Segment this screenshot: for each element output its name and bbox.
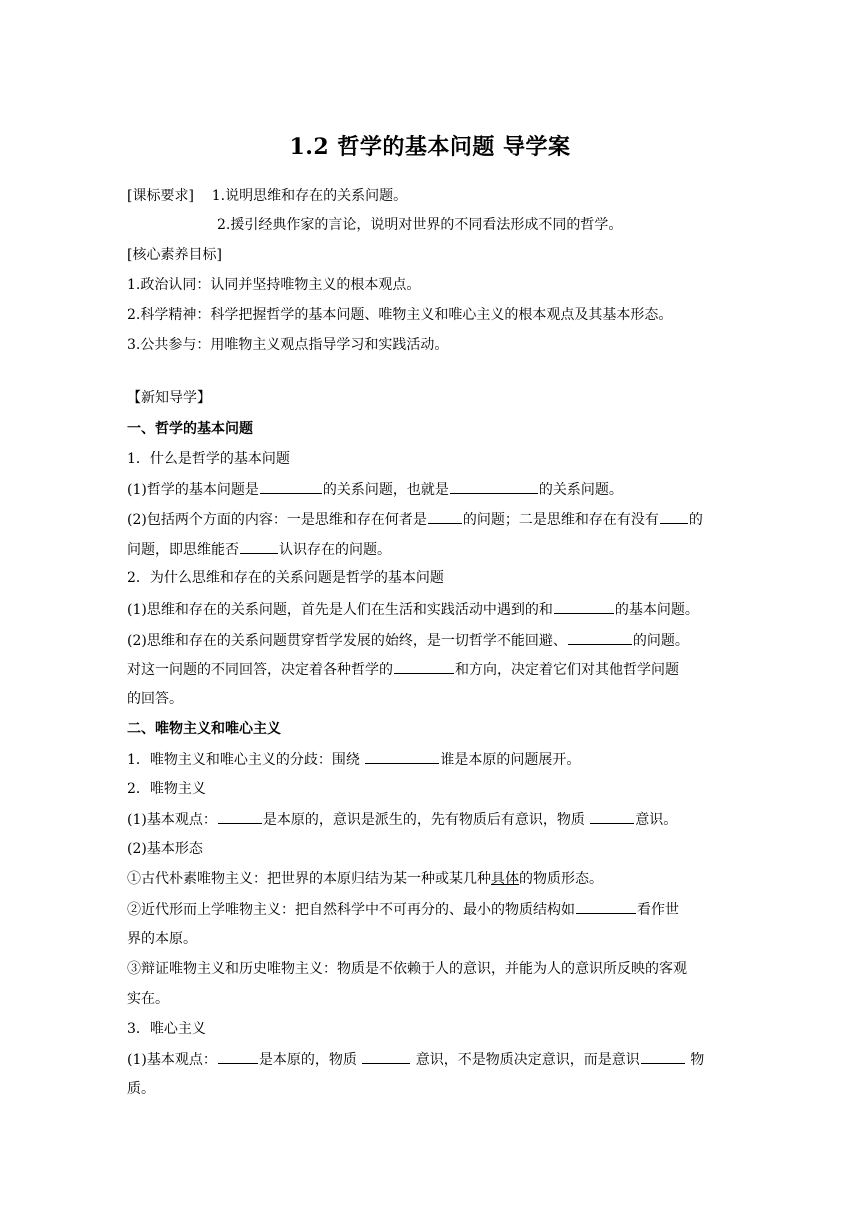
sec2-question-1: [127, 749, 737, 770]
blank: [365, 749, 439, 764]
sec2-idealism-view: [127, 1049, 737, 1070]
page-title: 1.2 哲学的基本问题 导学案: [289, 134, 571, 160]
text-span: 的基本问题。: [614, 602, 699, 618]
text-span: (2)思维和存在的关系问题贯穿哲学发展的始终，是一切哲学不能回避、: [127, 633, 567, 649]
blank: [428, 509, 462, 524]
kebiao-line: [127, 186, 737, 206]
sec1-para-4-end: 的回答。: [127, 691, 183, 707]
kebiao-req2: 2.援引经典作家的言论，说明对世界的不同看法形成不同的哲学。: [217, 217, 623, 233]
text-span: 的关系问题。: [538, 482, 623, 498]
blank: [576, 899, 636, 914]
text-span: 的问题。: [632, 633, 689, 649]
text-span: 认识存在的问题。: [279, 542, 391, 558]
blank: [240, 539, 278, 554]
blank: [394, 659, 454, 674]
blank: [218, 809, 262, 824]
text-span: 看作世: [637, 902, 679, 918]
text-span: 是本原的，物质: [258, 1052, 362, 1068]
text-span: 意识。: [635, 812, 678, 828]
sec1-para-4-cont: [127, 659, 737, 680]
sec1-question-2: 2．为什么思维和存在的关系问题是哲学的基本问题: [127, 570, 444, 586]
section-1-heading: 一、哲学的基本问题: [127, 421, 253, 437]
text-span: 的关系问题，也就是: [322, 482, 449, 498]
text-span: 的: [688, 512, 703, 528]
text-span: 的物质形态。: [519, 871, 603, 887]
text-span: (1)基本观点：: [127, 1052, 217, 1068]
text-span: (1)思维和存在的关系问题，首先是人们在生活和实践活动中遇到的和: [127, 602, 553, 618]
hexin-label: [核心素养目标]: [127, 247, 222, 263]
sec2-materialism-view: [127, 809, 737, 830]
sec2-question-2: 2．唯物主义: [127, 781, 206, 797]
sec1-para-3: [127, 599, 737, 620]
text-span: (1)哲学的基本问题是: [127, 482, 259, 498]
text-span: 谁是本原的问题展开。: [440, 752, 581, 768]
sec1-para-1: [127, 479, 737, 500]
sec2-idealism-view-cont: 质。: [127, 1081, 155, 1097]
blank: [568, 630, 632, 645]
sec2-form-3: ③辩证唯物主义和历史唯物主义：物质是不依赖于人的意识，并能为人的意识所反映的客观: [127, 961, 687, 977]
text-span: 1．唯物主义和唯心主义的分歧：围绕: [127, 752, 365, 768]
sec1-para-4: [127, 630, 737, 651]
blank: [554, 599, 614, 614]
sec2-form-2-cont: 界的本原。: [127, 931, 197, 947]
goal-2: 2.科学精神：科学把握哲学的基本问题、唯物主义和唯心主义的根本观点及其基本形态。: [127, 307, 673, 323]
sec1-question-1: 1．什么是哲学的基本问题: [127, 451, 290, 467]
sec1-para-2: [127, 509, 737, 530]
goal-1: 1.政治认同：认同并坚持唯物主义的根本观点。: [127, 277, 421, 293]
sec1-para-2-cont: [127, 539, 737, 560]
sec2-form-2: [127, 899, 737, 920]
kebiao-req1: 1.说明思维和存在的关系问题。: [211, 188, 408, 204]
sec2-question-3: 3．唯心主义: [127, 1021, 206, 1037]
xinzhi-heading: 【新知导学】: [127, 390, 211, 406]
text-span: ②近代形而上学唯物主义：把自然科学中不可再分的、最小的物质结构如: [127, 902, 575, 918]
blank: [660, 509, 688, 524]
text-span: ①古代朴素唯物主义：把世界的本原归结为某一种或某几种: [127, 871, 491, 887]
blank: [362, 1049, 410, 1064]
blank: [260, 479, 322, 494]
text-span: 意识，不是物质决定意识，而是意识: [411, 1052, 640, 1068]
text-span: 和方向，决定着它们对其他哲学问题: [455, 662, 679, 678]
text-span: (1)基本观点：: [127, 812, 217, 828]
text-span: (2)包括两个方面的内容：一是思维和存在何者是: [127, 512, 427, 528]
kebiao-label: [课标要求]: [127, 188, 194, 204]
text-span: 物: [685, 1052, 705, 1068]
blank: [590, 809, 634, 824]
text-span: 的问题；二是思维和存在有没有: [462, 512, 659, 528]
sec2-form-1: [127, 869, 737, 889]
section-2-heading: 二、唯物主义和唯心主义: [127, 721, 281, 737]
text-span: 是本原的，意识是派生的，先有物质后有意识，物质: [262, 812, 590, 828]
goal-3: 3.公共参与：用唯物主义观点指导学习和实践活动。: [127, 337, 449, 353]
underlined-text: 具体: [491, 871, 519, 887]
sec2-forms-heading: (2)基本形态: [127, 841, 203, 857]
sec2-form-3-cont: 实在。: [127, 991, 169, 1007]
text-span: 问题，即思维能否: [127, 542, 239, 558]
blank: [218, 1049, 258, 1064]
blank: [450, 479, 538, 494]
blank: [641, 1049, 685, 1064]
text-span: 对这一问题的不同回答，决定着各种哲学的: [127, 662, 393, 678]
